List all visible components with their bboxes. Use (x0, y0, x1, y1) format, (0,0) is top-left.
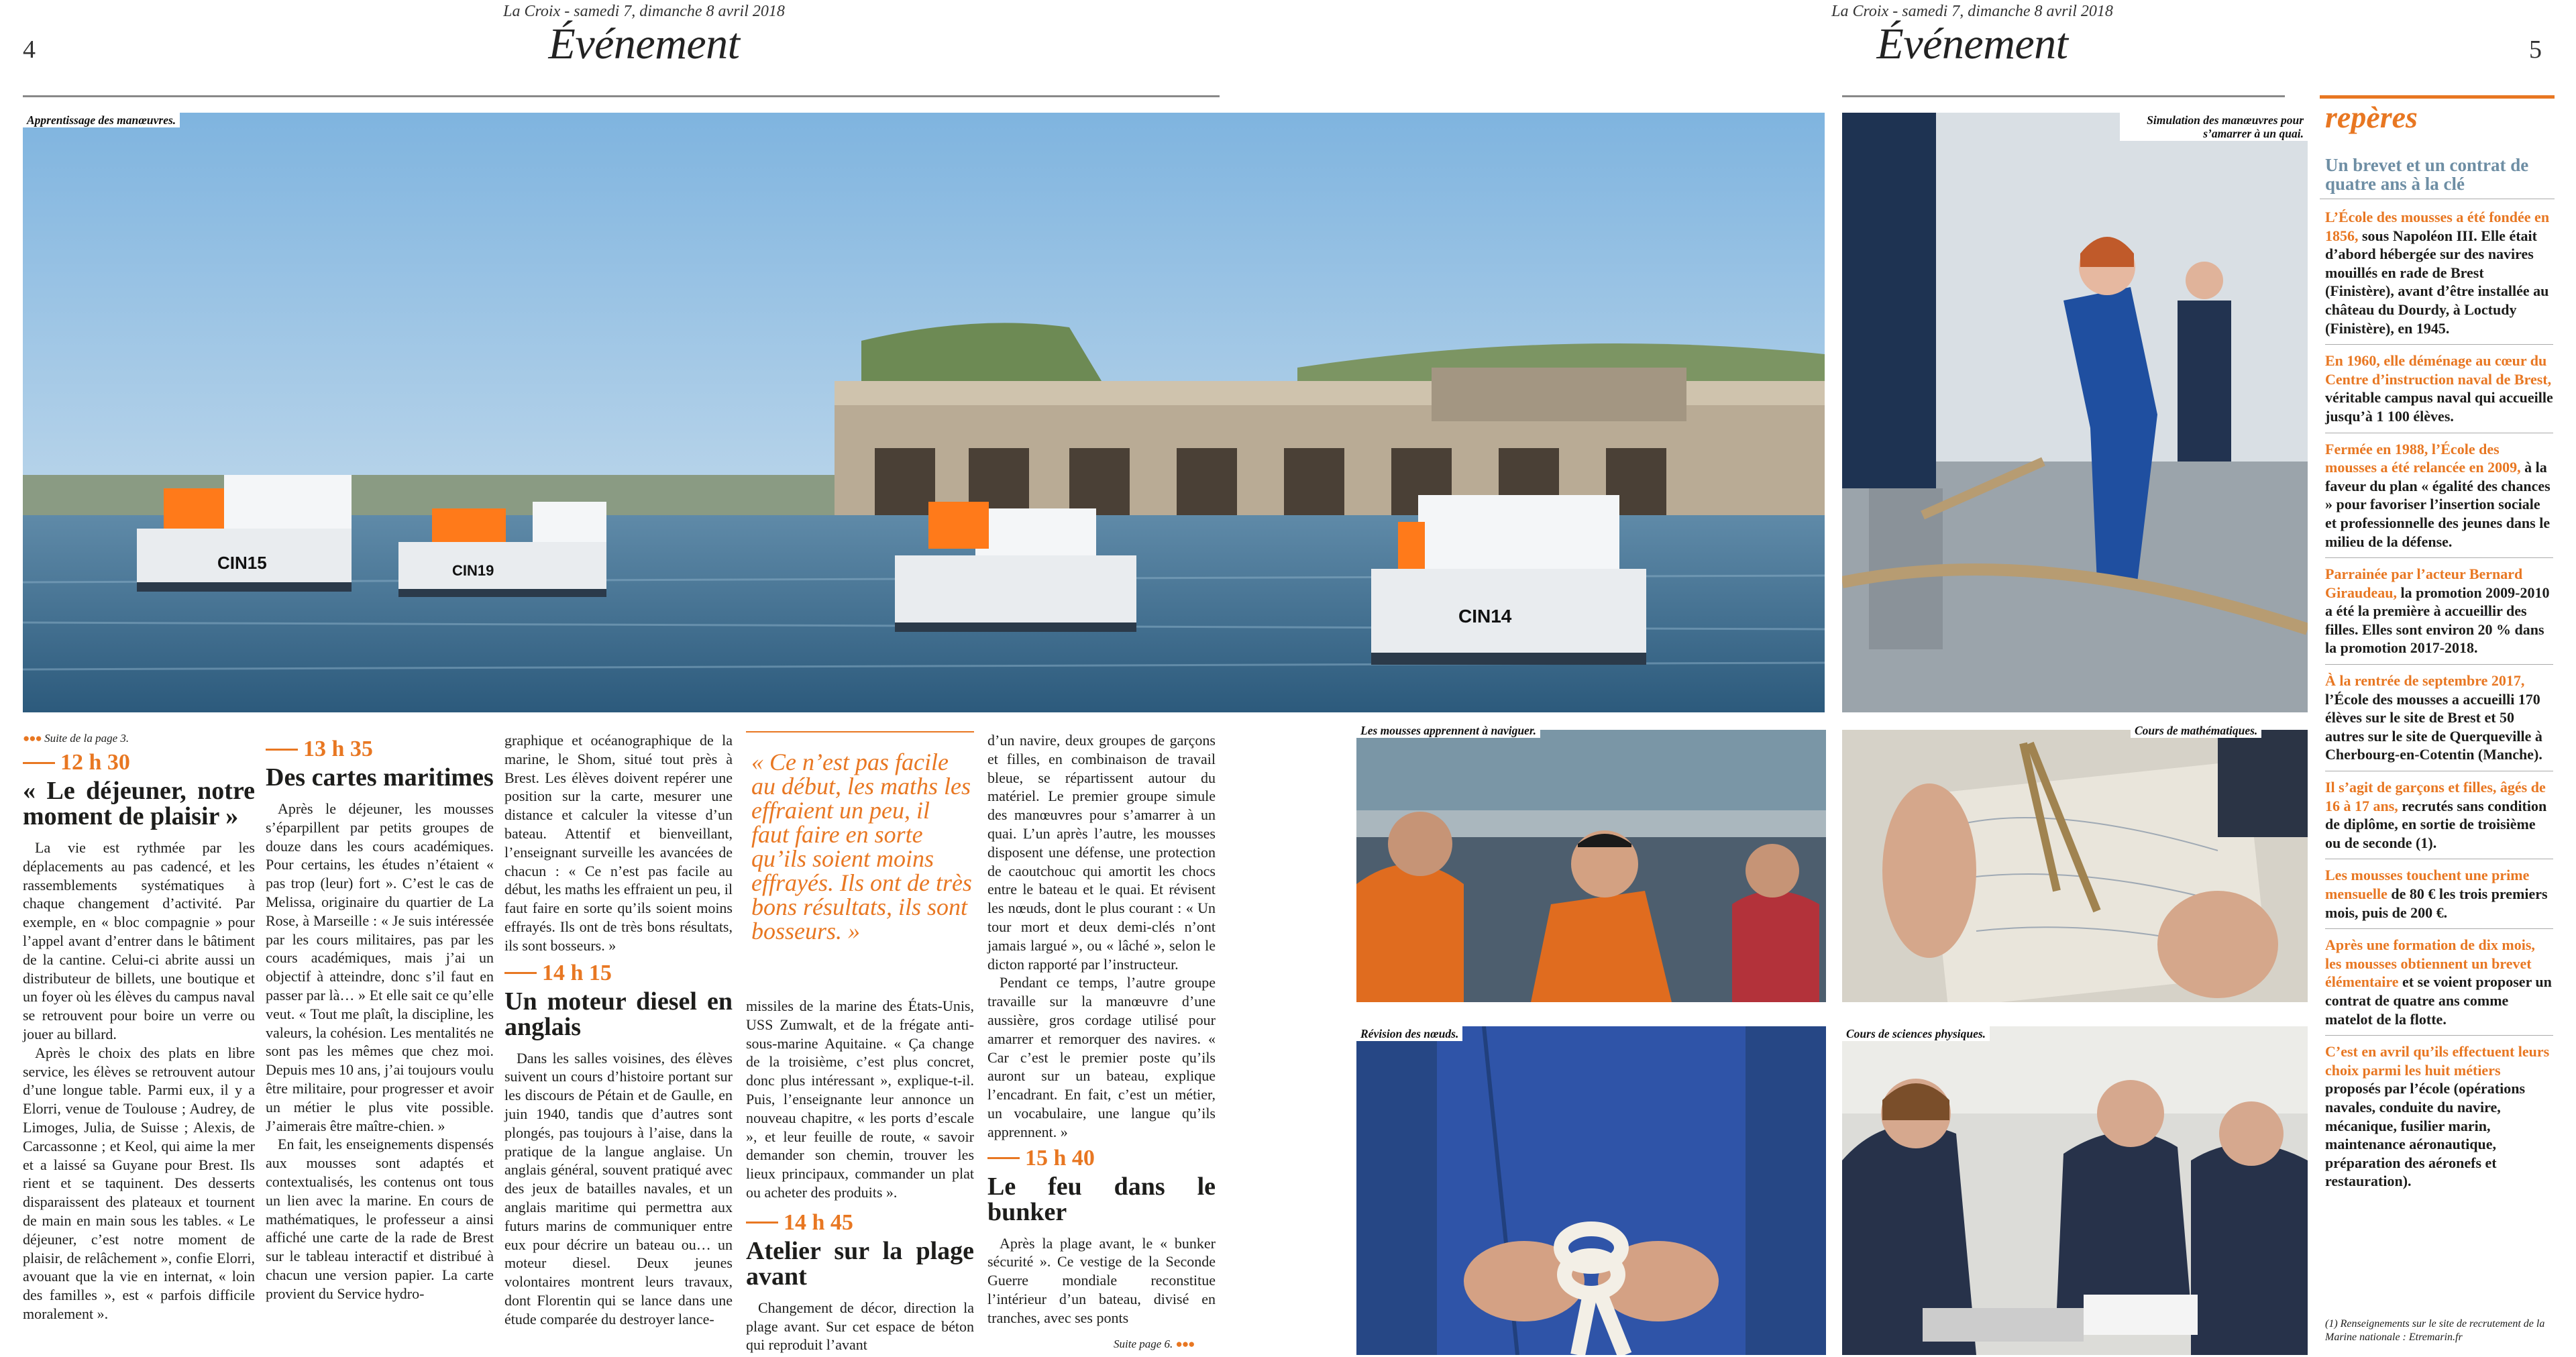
paragraph: graphique et océanographique de la marine, le Shom, situé tout près à Brest. Les élèves doivent repérer une position sur la carte, mesurer une distance et calculer la vitesse d’un bateau. Attentif et bienveillant, l’enseignant surveille les avancées de chacun : « Ce n’est pas facile au début, les maths les effraient un peu, il faut faire en sorte qu’ils soient moins effrayés. Ils ont de très bons résultats, ils sont bosseurs. » (504, 732, 733, 954)
caption-quai: Simulation des manœuvres pour s’amarrer à un quai. (2120, 113, 2308, 141)
section-title-right: Événement (1876, 19, 2068, 68)
reperes-top-rule (2320, 95, 2555, 99)
boat-label-1: CIN15 (217, 553, 267, 573)
repere-item: À la rentrée de septembre 2017, l’École des mousses a accueilli 170 élèves sur le site de Brest et 50 autres sur le site de Querqueville à Cherbourg-en-Cotentin (Manche). (2325, 672, 2542, 763)
reperes-subtitle: Un brevet et un contrat de quatre ans à la clé (2325, 155, 2529, 194)
caption-sciences: Cours de sciences physiques. (1842, 1026, 1990, 1041)
photo-maths (1842, 730, 2308, 1002)
caption-maths: Cours de mathématiques. (2131, 723, 2261, 738)
repere-item: Il s’agit de garçons et filles, âgés de 16 à 17 ans, recrutés sans condition de diplôme, en sortie de troisième ou de seconde (1). (2325, 779, 2547, 851)
masthead-right: La Croix - samedi 7, dimanche 8 avril 2018 (1831, 3, 2113, 20)
repere-item: Après une formation de dix mois, les mousses obtiennent un brevet élémentaire et se voient proposer un contrat de quatre ans comme matelot de la flotte. (2325, 936, 2552, 1028)
heading-moteur: Un moteur diesel en anglais (504, 987, 733, 1041)
repere-item: Les mousses touchent une prime mensuelle de 80 € les trois premiers mois, puis de 200 €. (2325, 867, 2548, 921)
time-1445: 14 h 45 (746, 1211, 974, 1234)
pull-quote: « Ce n’est pas facile au début, les maths les effraient un peu, il faut faire en sorte qu’ils soient moins effrayés. Ils ont de très bons résultats, ils sont bosseurs. » (751, 749, 972, 944)
paragraph: La vie est rythmée par les déplacements au pas cadencé, et les rassemblements systématiques à chaque changement d’activité. Par exemple, en « bloc compagnie » pour l’appel avant d’entrer dans le bâtiment de la cantine. Celui-ci abrite aussi un distributeur de billets, une boutique et un foyer où les élèves du campus naval se retrouvent pour boire un verre ou jouer au billard. (23, 839, 255, 1042)
photo-boats-manoeuvres (23, 113, 1825, 712)
heading-cartes: Des cartes maritimes (266, 763, 494, 792)
paragraph: Après le déjeuner, les mousses s’éparpillent par petits groupes de douze dans les cours académiques. Pour certains, les études n’étaient « pas trop (leur) fort ». C’est le cas de Melissa, originaire du quartier de La Rose, à Marseille : « Je suis intéressée par les cours militaires, pas par les cours académiques, mais j’ai un objectif à atteindre, donc s’il faut en passer par là… » Et elle sait ce qu’elle veut. « Tout me plaît, la discipline, les valeurs, la cohésion. Les mentalités ne sont pas les mêmes que chez moi. Depuis mes 10 ans, j’ai toujours voulu être militaire, pour progresser et avoir un métier le plus vite possible. J’aimerais être maître-chien. » (266, 800, 494, 1134)
article-column-4 (746, 997, 974, 1354)
heading-dejeuner: « Le déjeuner, notre moment de plaisir » (23, 777, 255, 830)
section-title-left: Événement (548, 19, 740, 68)
quote-rule (746, 731, 974, 732)
photo-noeuds (1356, 1026, 1826, 1355)
photo-sciences (1842, 1026, 2308, 1355)
reperes-title: repères (2325, 100, 2418, 134)
repere-item: Parrainée par l’acteur Bernard Giraudeau, la promotion 2009-2010 a été la première à accueillir des filles. Elles sont environ 20 % dans la promotion 2017-2018. (2325, 565, 2550, 657)
article-column-1 (23, 731, 255, 1323)
heading-feu: Le feu dans le bunker (987, 1172, 1216, 1226)
caption-noeuds: Révision des nœuds. (1356, 1026, 1462, 1041)
article-column-3 (504, 731, 733, 1329)
header-rule-left (23, 95, 1220, 97)
caption-main: Apprentissage des manœuvres. (23, 113, 180, 127)
reperes-footnote: (1) Renseignements sur le site de recrutement de la Marine nationale : Etremarin.fr (2325, 1318, 2545, 1343)
photo-quai (1842, 113, 2308, 712)
paragraph: Dans les salles voisines, des élèves suivent un cours d’histoire portant sur les discours de Pétain et de Gaulle, en juin 1940, tandis que d’autres sont plongés, pas toujours à l’aise, dans la pratique de la langue anglaise. Un anglais général, souvent pratiqué avec des jeux de batailles navales, et un anglais maritime qui permettra aux futurs marins de communiquer entre eux pour décrire un bateau ou… un moteur diesel. Deux jeunes volontaires montrent leurs travaux, dont Florentin qui se lance dans une étude comparée du destroyer lance- (504, 1049, 733, 1327)
paragraph: Après la plage avant, le « bunker sécurité ». Ce vestige de la Seconde Guerre mondiale reconstitue l’intérieur d’un bateau, divisé en tranches, avec ses ponts (987, 1234, 1216, 1326)
time-1335: 13 h 35 (266, 738, 494, 761)
time-1415: 14 h 15 (504, 962, 733, 985)
repere-item: L’École des mousses a été fondée en 1856, sous Napoléon III. Elle était d’abord hébergée sur des navires mouillés en rade de Brest (Finistère), avant d’être installée au château du Dourdy, à Loctudy (Finistère), en 1945. (2325, 209, 2550, 337)
article-column-5 (987, 731, 1216, 1327)
paragraph: Changement de décor, direction la plage avant. Sur cet espace de béton qui reproduit l’avant (746, 1299, 974, 1354)
article-column-2 (266, 738, 494, 1303)
page-number-left: 4 (23, 36, 36, 64)
suite-to: Suite page 6. ●●● (1114, 1338, 1195, 1350)
paragraph: missiles de la marine des États-Unis, USS Zumwalt, et de la frégate anti-sous-marine Aquitaine. « Ça change de la troisième, c’est plus concret, donc plus intéressant », explique-t-il. Puis, l’enseignante leur annonce un nouveau chapitre, « les ports d’escale », et leur feuille de route, « savoir demander son chemin, trouver les lieux principaux, commander un plat ou acheter des produits ». (746, 997, 974, 1201)
repere-item: En 1960, elle déménage au cœur du Centre d’instruction naval de Brest, véritable campus naval qui accueille jusqu’à 1 100 élèves. (2325, 352, 2553, 425)
masthead-left: La Croix - samedi 7, dimanche 8 avril 2018 (503, 3, 785, 20)
photo-naviguer (1356, 730, 1826, 1002)
boat-label-3: CIN14 (1458, 606, 1512, 627)
page-number-right: 5 (2529, 36, 2542, 64)
paragraph: Pendant ce temps, l’autre groupe travaille sur la manœuvre d’une aussière, gros cordage utilisé pour amarrer et remorquer des navires. « Car c’est le premier poste qu’ils auront sur un bateau, explique l’encadrant. En fait, c’est un métier, un vocabulaire, une langue qu’ils apprennent. » (987, 974, 1216, 1140)
time-1230: 12 h 30 (23, 751, 255, 774)
paragraph: Après le choix des plats en libre service, les élèves se retrouvent autour d’une longue table. Parmi eux, il y a Elorri, venue de Toulouse ; Audrey, de Limoges, Julia, de Suisse ; Alexis, de Carcassonne ; et Keol, qui aime la mer et a laissé sa Guyane pour Brest. Ils rient et se taquinent. Des desserts disparaissent des plateaux et tournent de main en main sous les tables. « Le déjeuner, c’est notre moment de plaisir, de relâchement », confie Elorri, avouant que la vie en internat, « loin des familles », est « parfois difficile moralement ». (23, 1044, 255, 1322)
paragraph: d’un navire, deux groupes de garçons et filles, en combinaison de travail bleue, se répartissent autour du matériel. Le premier groupe simule des manœuvres pour s’amarrer à un quai. L’un après l’autre, les mousses disposent une défense, une protection de caoutchouc qui amortit les chocs entre le bateau et le quai. Et révisent les nœuds, dont le plus courant : « Un tour mort et deux demi-clés n’ont jamais largué », ou « lâché », selon le dicton rapporté par l’instructeur. (987, 732, 1216, 973)
boat-label-2: CIN19 (452, 562, 494, 579)
repere-item: C’est en avril qu’ils effectuent leurs choix parmi les huit métiers proposés par l’école (opérations navales, conduite du navire, mécanique, fusilier marin, maintenance aéronautique, préparation des aéronefs et restauration). (2325, 1043, 2550, 1190)
time-1540: 15 h 40 (987, 1147, 1216, 1170)
header-rule-right (1842, 95, 2285, 97)
caption-naviguer: Les mousses apprennent à naviguer. (1356, 723, 1540, 738)
reperes-list (2325, 208, 2553, 1191)
paragraph: En fait, les enseignements dispensés aux mousses sont adaptés et contextualisés, les contenus ont tous un lien avec la marine. En cours de mathématiques, le professeur a ainsi affiché une carte de la rade de Brest sur le tableau interactif et distribué à chacun une version papier. La carte provient du Service hydro- (266, 1136, 494, 1302)
repere-item: Fermée en 1988, l’École des mousses a été relancée en 2009, à la faveur du plan « égalité des chances » pour favoriser l’insertion sociale et professionnelle des jeunes dans le milieu de la défense. (2325, 440, 2551, 550)
suite-from: ●●● Suite de la page 3. (23, 732, 129, 745)
heading-atelier: Atelier sur la plage avant (746, 1236, 974, 1291)
